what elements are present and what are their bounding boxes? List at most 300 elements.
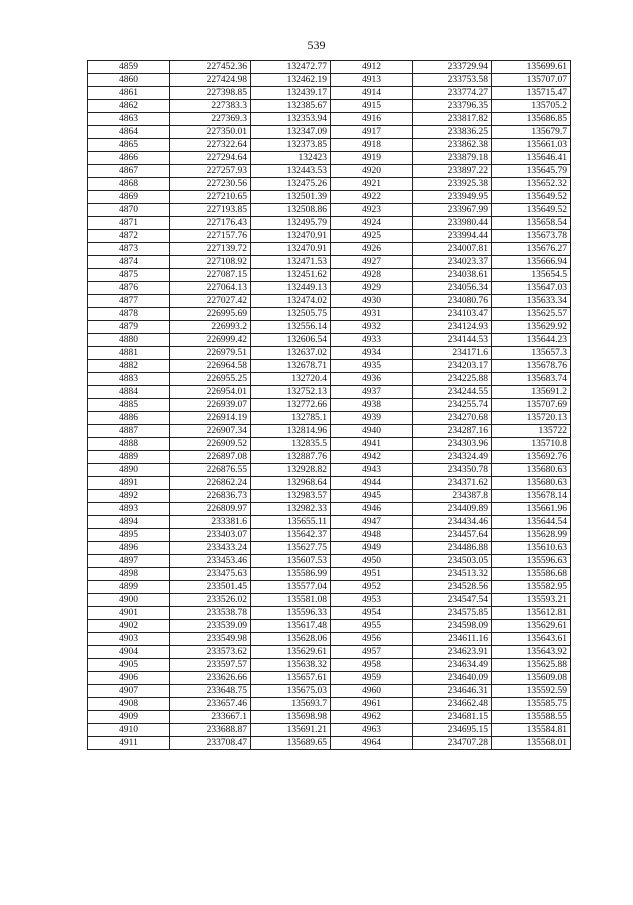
cell-x-left: 227294.64 <box>170 152 251 165</box>
cell-y-left: 135581.08 <box>251 594 331 607</box>
cell-y-right: 135666.94 <box>492 256 571 269</box>
cell-y-right: 135584.81 <box>492 724 571 737</box>
cell-point-number-left: 4903 <box>88 633 170 646</box>
cell-point-number-left: 4884 <box>88 386 170 399</box>
cell-x-right: 234387.8 <box>413 490 492 503</box>
cell-point-number-right: 4919 <box>331 152 413 165</box>
cell-y-right: 135647.03 <box>492 282 571 295</box>
cell-point-number-right: 4952 <box>331 581 413 594</box>
cell-y-right: 135633.34 <box>492 295 571 308</box>
cell-y-left: 135693.7 <box>251 698 331 711</box>
cell-y-left: 132637.02 <box>251 347 331 360</box>
cell-point-number-right: 4935 <box>331 360 413 373</box>
table-row <box>88 698 571 711</box>
cell-x-left: 227230.56 <box>170 178 251 191</box>
cell-point-number-right: 4934 <box>331 347 413 360</box>
cell-point-number-left: 4908 <box>88 698 170 711</box>
cell-point-number-left: 4862 <box>88 100 170 113</box>
cell-y-right: 135628.99 <box>492 529 571 542</box>
cell-x-left: 233539.09 <box>170 620 251 633</box>
cell-y-left: 132423 <box>251 152 331 165</box>
cell-point-number-left: 4894 <box>88 516 170 529</box>
cell-x-left: 226862.24 <box>170 477 251 490</box>
cell-point-number-left: 4888 <box>88 438 170 451</box>
table-row <box>88 165 571 178</box>
cell-x-left: 233501.45 <box>170 581 251 594</box>
cell-point-number-left: 4877 <box>88 295 170 308</box>
table-row <box>88 152 571 165</box>
cell-point-number-right: 4932 <box>331 321 413 334</box>
cell-point-number-left: 4887 <box>88 425 170 438</box>
cell-y-right: 135592.59 <box>492 685 571 698</box>
cell-y-right: 135678.76 <box>492 360 571 373</box>
cell-y-left: 132772.66 <box>251 399 331 412</box>
table-row <box>88 737 571 750</box>
cell-point-number-right: 4915 <box>331 100 413 113</box>
cell-point-number-left: 4907 <box>88 685 170 698</box>
cell-y-right: 135680.63 <box>492 477 571 490</box>
cell-y-right: 135679.7 <box>492 126 571 139</box>
cell-x-right: 234350.78 <box>413 464 492 477</box>
cell-y-right: 135568.01 <box>492 737 571 750</box>
cell-y-right: 135661.96 <box>492 503 571 516</box>
cell-point-number-right: 4957 <box>331 646 413 659</box>
cell-x-left: 227350.01 <box>170 126 251 139</box>
cell-x-right: 234457.64 <box>413 529 492 542</box>
cell-x-left: 227087.15 <box>170 269 251 282</box>
table-row <box>88 529 571 542</box>
cell-y-right: 135683.74 <box>492 373 571 386</box>
cell-y-right: 135658.54 <box>492 217 571 230</box>
cell-y-left: 135638.32 <box>251 659 331 672</box>
cell-point-number-right: 4955 <box>331 620 413 633</box>
table-row <box>88 113 571 126</box>
cell-x-right: 234171.6 <box>413 347 492 360</box>
cell-x-right: 234707.28 <box>413 737 492 750</box>
table-row <box>88 607 571 620</box>
cell-y-left: 135627.75 <box>251 542 331 555</box>
coordinates-table-body <box>88 61 571 750</box>
cell-y-left: 132347.09 <box>251 126 331 139</box>
cell-y-left: 132462.19 <box>251 74 331 87</box>
cell-point-number-left: 4874 <box>88 256 170 269</box>
cell-point-number-left: 4883 <box>88 373 170 386</box>
cell-x-left: 233538.78 <box>170 607 251 620</box>
cell-point-number-right: 4960 <box>331 685 413 698</box>
cell-x-right: 233817.82 <box>413 113 492 126</box>
cell-y-left: 135698.98 <box>251 711 331 724</box>
cell-point-number-right: 4922 <box>331 191 413 204</box>
cell-point-number-left: 4898 <box>88 568 170 581</box>
cell-point-number-right: 4961 <box>331 698 413 711</box>
table-row <box>88 217 571 230</box>
table-row <box>88 438 571 451</box>
cell-x-left: 233433.24 <box>170 542 251 555</box>
cell-y-right: 135652.32 <box>492 178 571 191</box>
cell-y-left: 132501.39 <box>251 191 331 204</box>
cell-y-right: 135643.92 <box>492 646 571 659</box>
table-row <box>88 659 571 672</box>
cell-point-number-right: 4964 <box>331 737 413 750</box>
cell-y-right: 135720.13 <box>492 412 571 425</box>
cell-x-right: 234287.16 <box>413 425 492 438</box>
cell-point-number-right: 4918 <box>331 139 413 152</box>
cell-x-left: 226914.19 <box>170 412 251 425</box>
cell-point-number-right: 4925 <box>331 230 413 243</box>
cell-y-right: 135676.27 <box>492 243 571 256</box>
table-row <box>88 230 571 243</box>
cell-y-right: 135610.63 <box>492 542 571 555</box>
cell-y-left: 132439.17 <box>251 87 331 100</box>
cell-x-right: 234244.55 <box>413 386 492 399</box>
cell-point-number-right: 4951 <box>331 568 413 581</box>
cell-y-left: 132606.54 <box>251 334 331 347</box>
cell-x-left: 227157.76 <box>170 230 251 243</box>
cell-y-right: 135705.2 <box>492 100 571 113</box>
cell-x-right: 233774.27 <box>413 87 492 100</box>
cell-point-number-left: 4911 <box>88 737 170 750</box>
cell-point-number-right: 4912 <box>331 61 413 74</box>
cell-point-number-left: 4879 <box>88 321 170 334</box>
cell-y-right: 135593.21 <box>492 594 571 607</box>
table-row <box>88 191 571 204</box>
cell-y-right: 135645.79 <box>492 165 571 178</box>
table-row <box>88 672 571 685</box>
cell-y-right: 135644.54 <box>492 516 571 529</box>
cell-y-left: 135628.06 <box>251 633 331 646</box>
cell-point-number-left: 4860 <box>88 74 170 87</box>
cell-point-number-left: 4875 <box>88 269 170 282</box>
cell-y-right: 135686.85 <box>492 113 571 126</box>
cell-point-number-right: 4963 <box>331 724 413 737</box>
cell-point-number-left: 4905 <box>88 659 170 672</box>
table-row <box>88 581 571 594</box>
cell-point-number-left: 4885 <box>88 399 170 412</box>
cell-y-right: 135699.61 <box>492 61 571 74</box>
cell-x-right: 234371.62 <box>413 477 492 490</box>
cell-y-right: 135692.76 <box>492 451 571 464</box>
cell-x-left: 233526.02 <box>170 594 251 607</box>
cell-point-number-right: 4927 <box>331 256 413 269</box>
table-row <box>88 74 571 87</box>
cell-point-number-right: 4950 <box>331 555 413 568</box>
table-row <box>88 360 571 373</box>
cell-y-left: 135629.61 <box>251 646 331 659</box>
cell-y-left: 135657.61 <box>251 672 331 685</box>
cell-point-number-left: 4880 <box>88 334 170 347</box>
cell-y-right: 135680.63 <box>492 464 571 477</box>
cell-y-left: 132470.91 <box>251 243 331 256</box>
table-row <box>88 347 571 360</box>
cell-point-number-right: 4945 <box>331 490 413 503</box>
cell-x-left: 226979.51 <box>170 347 251 360</box>
cell-y-right: 135649.52 <box>492 204 571 217</box>
table-row <box>88 399 571 412</box>
cell-y-left: 132471.53 <box>251 256 331 269</box>
cell-y-left: 132720.4 <box>251 373 331 386</box>
table-row <box>88 555 571 568</box>
cell-y-right: 135678.14 <box>492 490 571 503</box>
cell-y-right: 135654.5 <box>492 269 571 282</box>
cell-y-right: 135707.07 <box>492 74 571 87</box>
cell-x-left: 233708.47 <box>170 737 251 750</box>
table-row <box>88 503 571 516</box>
table-row <box>88 373 571 386</box>
cell-x-right: 233879.18 <box>413 152 492 165</box>
cell-point-number-left: 4886 <box>88 412 170 425</box>
table-row <box>88 139 571 152</box>
table-row <box>88 386 571 399</box>
cell-point-number-right: 4921 <box>331 178 413 191</box>
cell-x-left: 233549.98 <box>170 633 251 646</box>
table-row <box>88 334 571 347</box>
cell-y-right: 135609.08 <box>492 672 571 685</box>
cell-y-left: 132678.71 <box>251 360 331 373</box>
cell-x-right: 234255.74 <box>413 399 492 412</box>
cell-y-left: 132385.67 <box>251 100 331 113</box>
cell-x-left: 227108.92 <box>170 256 251 269</box>
table-row <box>88 87 571 100</box>
cell-point-number-right: 4916 <box>331 113 413 126</box>
cell-point-number-left: 4869 <box>88 191 170 204</box>
coordinates-table <box>87 60 571 750</box>
cell-y-right: 135657.3 <box>492 347 571 360</box>
cell-y-right: 135661.03 <box>492 139 571 152</box>
cell-point-number-left: 4901 <box>88 607 170 620</box>
cell-point-number-left: 4882 <box>88 360 170 373</box>
cell-x-right: 234611.16 <box>413 633 492 646</box>
cell-point-number-left: 4867 <box>88 165 170 178</box>
cell-point-number-right: 4928 <box>331 269 413 282</box>
table-row <box>88 204 571 217</box>
cell-y-right: 135612.81 <box>492 607 571 620</box>
cell-point-number-right: 4954 <box>331 607 413 620</box>
cell-point-number-right: 4923 <box>331 204 413 217</box>
table-row <box>88 646 571 659</box>
cell-y-right: 135596.63 <box>492 555 571 568</box>
cell-y-left: 132752.13 <box>251 386 331 399</box>
cell-x-right: 234598.09 <box>413 620 492 633</box>
cell-x-left: 226836.73 <box>170 490 251 503</box>
cell-x-left: 227452.36 <box>170 61 251 74</box>
cell-point-number-right: 4917 <box>331 126 413 139</box>
cell-y-left: 135586.99 <box>251 568 331 581</box>
cell-point-number-left: 4897 <box>88 555 170 568</box>
cell-point-number-left: 4909 <box>88 711 170 724</box>
cell-x-left: 227193.85 <box>170 204 251 217</box>
cell-x-left: 227210.65 <box>170 191 251 204</box>
cell-x-left: 226955.25 <box>170 373 251 386</box>
cell-point-number-left: 4881 <box>88 347 170 360</box>
cell-x-right: 234528.56 <box>413 581 492 594</box>
cell-y-right: 135715.47 <box>492 87 571 100</box>
table-row <box>88 477 571 490</box>
cell-y-right: 135629.92 <box>492 321 571 334</box>
cell-y-left: 132475.26 <box>251 178 331 191</box>
table-row <box>88 282 571 295</box>
cell-point-number-right: 4931 <box>331 308 413 321</box>
cell-point-number-left: 4906 <box>88 672 170 685</box>
cell-x-right: 233796.35 <box>413 100 492 113</box>
cell-x-right: 234038.61 <box>413 269 492 282</box>
cell-point-number-left: 4900 <box>88 594 170 607</box>
cell-point-number-left: 4864 <box>88 126 170 139</box>
cell-point-number-left: 4904 <box>88 646 170 659</box>
cell-y-right: 135586.68 <box>492 568 571 581</box>
cell-x-left: 233648.75 <box>170 685 251 698</box>
cell-x-left: 227027.42 <box>170 295 251 308</box>
cell-point-number-left: 4873 <box>88 243 170 256</box>
cell-point-number-right: 4956 <box>331 633 413 646</box>
cell-y-left: 132470.91 <box>251 230 331 243</box>
cell-point-number-right: 4924 <box>331 217 413 230</box>
cell-point-number-right: 4936 <box>331 373 413 386</box>
cell-x-left: 227176.43 <box>170 217 251 230</box>
table-row <box>88 451 571 464</box>
cell-x-right: 234023.37 <box>413 256 492 269</box>
cell-x-right: 234144.53 <box>413 334 492 347</box>
cell-x-right: 234324.49 <box>413 451 492 464</box>
cell-y-left: 135642.37 <box>251 529 331 542</box>
cell-x-left: 233688.87 <box>170 724 251 737</box>
cell-x-left: 227383.3 <box>170 100 251 113</box>
cell-x-left: 233403.07 <box>170 529 251 542</box>
cell-x-left: 226909.52 <box>170 438 251 451</box>
cell-x-right: 234007.81 <box>413 243 492 256</box>
table-row <box>88 724 571 737</box>
cell-y-left: 135617.48 <box>251 620 331 633</box>
table-row <box>88 243 571 256</box>
cell-x-right: 233836.25 <box>413 126 492 139</box>
cell-point-number-left: 4863 <box>88 113 170 126</box>
cell-point-number-left: 4872 <box>88 230 170 243</box>
table-row <box>88 308 571 321</box>
cell-y-left: 135607.53 <box>251 555 331 568</box>
cell-x-right: 234513.32 <box>413 568 492 581</box>
cell-point-number-left: 4889 <box>88 451 170 464</box>
cell-y-left: 132495.79 <box>251 217 331 230</box>
table-row <box>88 516 571 529</box>
cell-point-number-left: 4910 <box>88 724 170 737</box>
cell-x-right: 233994.44 <box>413 230 492 243</box>
cell-point-number-right: 4946 <box>331 503 413 516</box>
cell-x-right: 234547.54 <box>413 594 492 607</box>
cell-y-right: 135644.23 <box>492 334 571 347</box>
table-row <box>88 256 571 269</box>
cell-y-left: 135655.11 <box>251 516 331 529</box>
cell-x-left: 233657.46 <box>170 698 251 711</box>
cell-x-left: 227064.13 <box>170 282 251 295</box>
cell-x-right: 234575.85 <box>413 607 492 620</box>
cell-y-right: 135625.57 <box>492 308 571 321</box>
cell-y-left: 132474.02 <box>251 295 331 308</box>
cell-point-number-right: 4937 <box>331 386 413 399</box>
cell-x-right: 233897.22 <box>413 165 492 178</box>
table-row <box>88 100 571 113</box>
cell-y-right: 135629.61 <box>492 620 571 633</box>
cell-y-right: 135710.8 <box>492 438 571 451</box>
cell-point-number-right: 4948 <box>331 529 413 542</box>
cell-point-number-right: 4913 <box>331 74 413 87</box>
cell-y-right: 135625.88 <box>492 659 571 672</box>
cell-y-right: 135643.61 <box>492 633 571 646</box>
cell-x-left: 226809.97 <box>170 503 251 516</box>
cell-y-left: 135689.65 <box>251 737 331 750</box>
cell-x-right: 234623.91 <box>413 646 492 659</box>
cell-x-right: 234640.09 <box>413 672 492 685</box>
table-row <box>88 633 571 646</box>
cell-point-number-right: 4930 <box>331 295 413 308</box>
cell-x-right: 233925.38 <box>413 178 492 191</box>
cell-y-left: 135675.03 <box>251 685 331 698</box>
cell-point-number-left: 4902 <box>88 620 170 633</box>
cell-x-right: 234103.47 <box>413 308 492 321</box>
cell-y-left: 135577.04 <box>251 581 331 594</box>
cell-y-left: 132443.53 <box>251 165 331 178</box>
cell-y-left: 135691.21 <box>251 724 331 737</box>
cell-x-left: 227322.64 <box>170 139 251 152</box>
cell-x-right: 234270.68 <box>413 412 492 425</box>
cell-x-right: 233980.44 <box>413 217 492 230</box>
cell-point-number-right: 4953 <box>331 594 413 607</box>
cell-y-right: 135673.78 <box>492 230 571 243</box>
cell-y-left: 132508.86 <box>251 204 331 217</box>
cell-point-number-right: 4941 <box>331 438 413 451</box>
cell-x-left: 233475.63 <box>170 568 251 581</box>
cell-x-right: 234681.15 <box>413 711 492 724</box>
table-row <box>88 412 571 425</box>
table-row <box>88 295 571 308</box>
cell-x-right: 234695.15 <box>413 724 492 737</box>
cell-y-left: 132887.76 <box>251 451 331 464</box>
cell-y-right: 135707.69 <box>492 399 571 412</box>
cell-point-number-right: 4949 <box>331 542 413 555</box>
cell-x-left: 226876.55 <box>170 464 251 477</box>
cell-point-number-right: 4920 <box>331 165 413 178</box>
cell-x-right: 233729.94 <box>413 61 492 74</box>
cell-point-number-left: 4871 <box>88 217 170 230</box>
cell-x-right: 234225.88 <box>413 373 492 386</box>
table-row <box>88 321 571 334</box>
cell-x-left: 227257.93 <box>170 165 251 178</box>
cell-y-left: 132982.33 <box>251 503 331 516</box>
cell-point-number-right: 4939 <box>331 412 413 425</box>
cell-x-right: 234503.05 <box>413 555 492 568</box>
cell-y-left: 132983.57 <box>251 490 331 503</box>
cell-x-left: 233453.46 <box>170 555 251 568</box>
cell-x-left: 233626.66 <box>170 672 251 685</box>
cell-y-right: 135649.52 <box>492 191 571 204</box>
cell-point-number-left: 4876 <box>88 282 170 295</box>
cell-y-right: 135582.95 <box>492 581 571 594</box>
cell-x-left: 226999.42 <box>170 334 251 347</box>
cell-point-number-left: 4892 <box>88 490 170 503</box>
cell-y-left: 132556.14 <box>251 321 331 334</box>
cell-y-left: 132835.5 <box>251 438 331 451</box>
cell-point-number-right: 4926 <box>331 243 413 256</box>
cell-point-number-left: 4859 <box>88 61 170 74</box>
table-row <box>88 542 571 555</box>
cell-x-left: 227139.72 <box>170 243 251 256</box>
cell-point-number-right: 4944 <box>331 477 413 490</box>
page-number: 539 <box>307 38 326 52</box>
cell-y-left: 132373.85 <box>251 139 331 152</box>
table-row <box>88 490 571 503</box>
cell-y-left: 132472.77 <box>251 61 331 74</box>
cell-point-number-left: 4865 <box>88 139 170 152</box>
cell-point-number-right: 4933 <box>331 334 413 347</box>
cell-point-number-left: 4868 <box>88 178 170 191</box>
